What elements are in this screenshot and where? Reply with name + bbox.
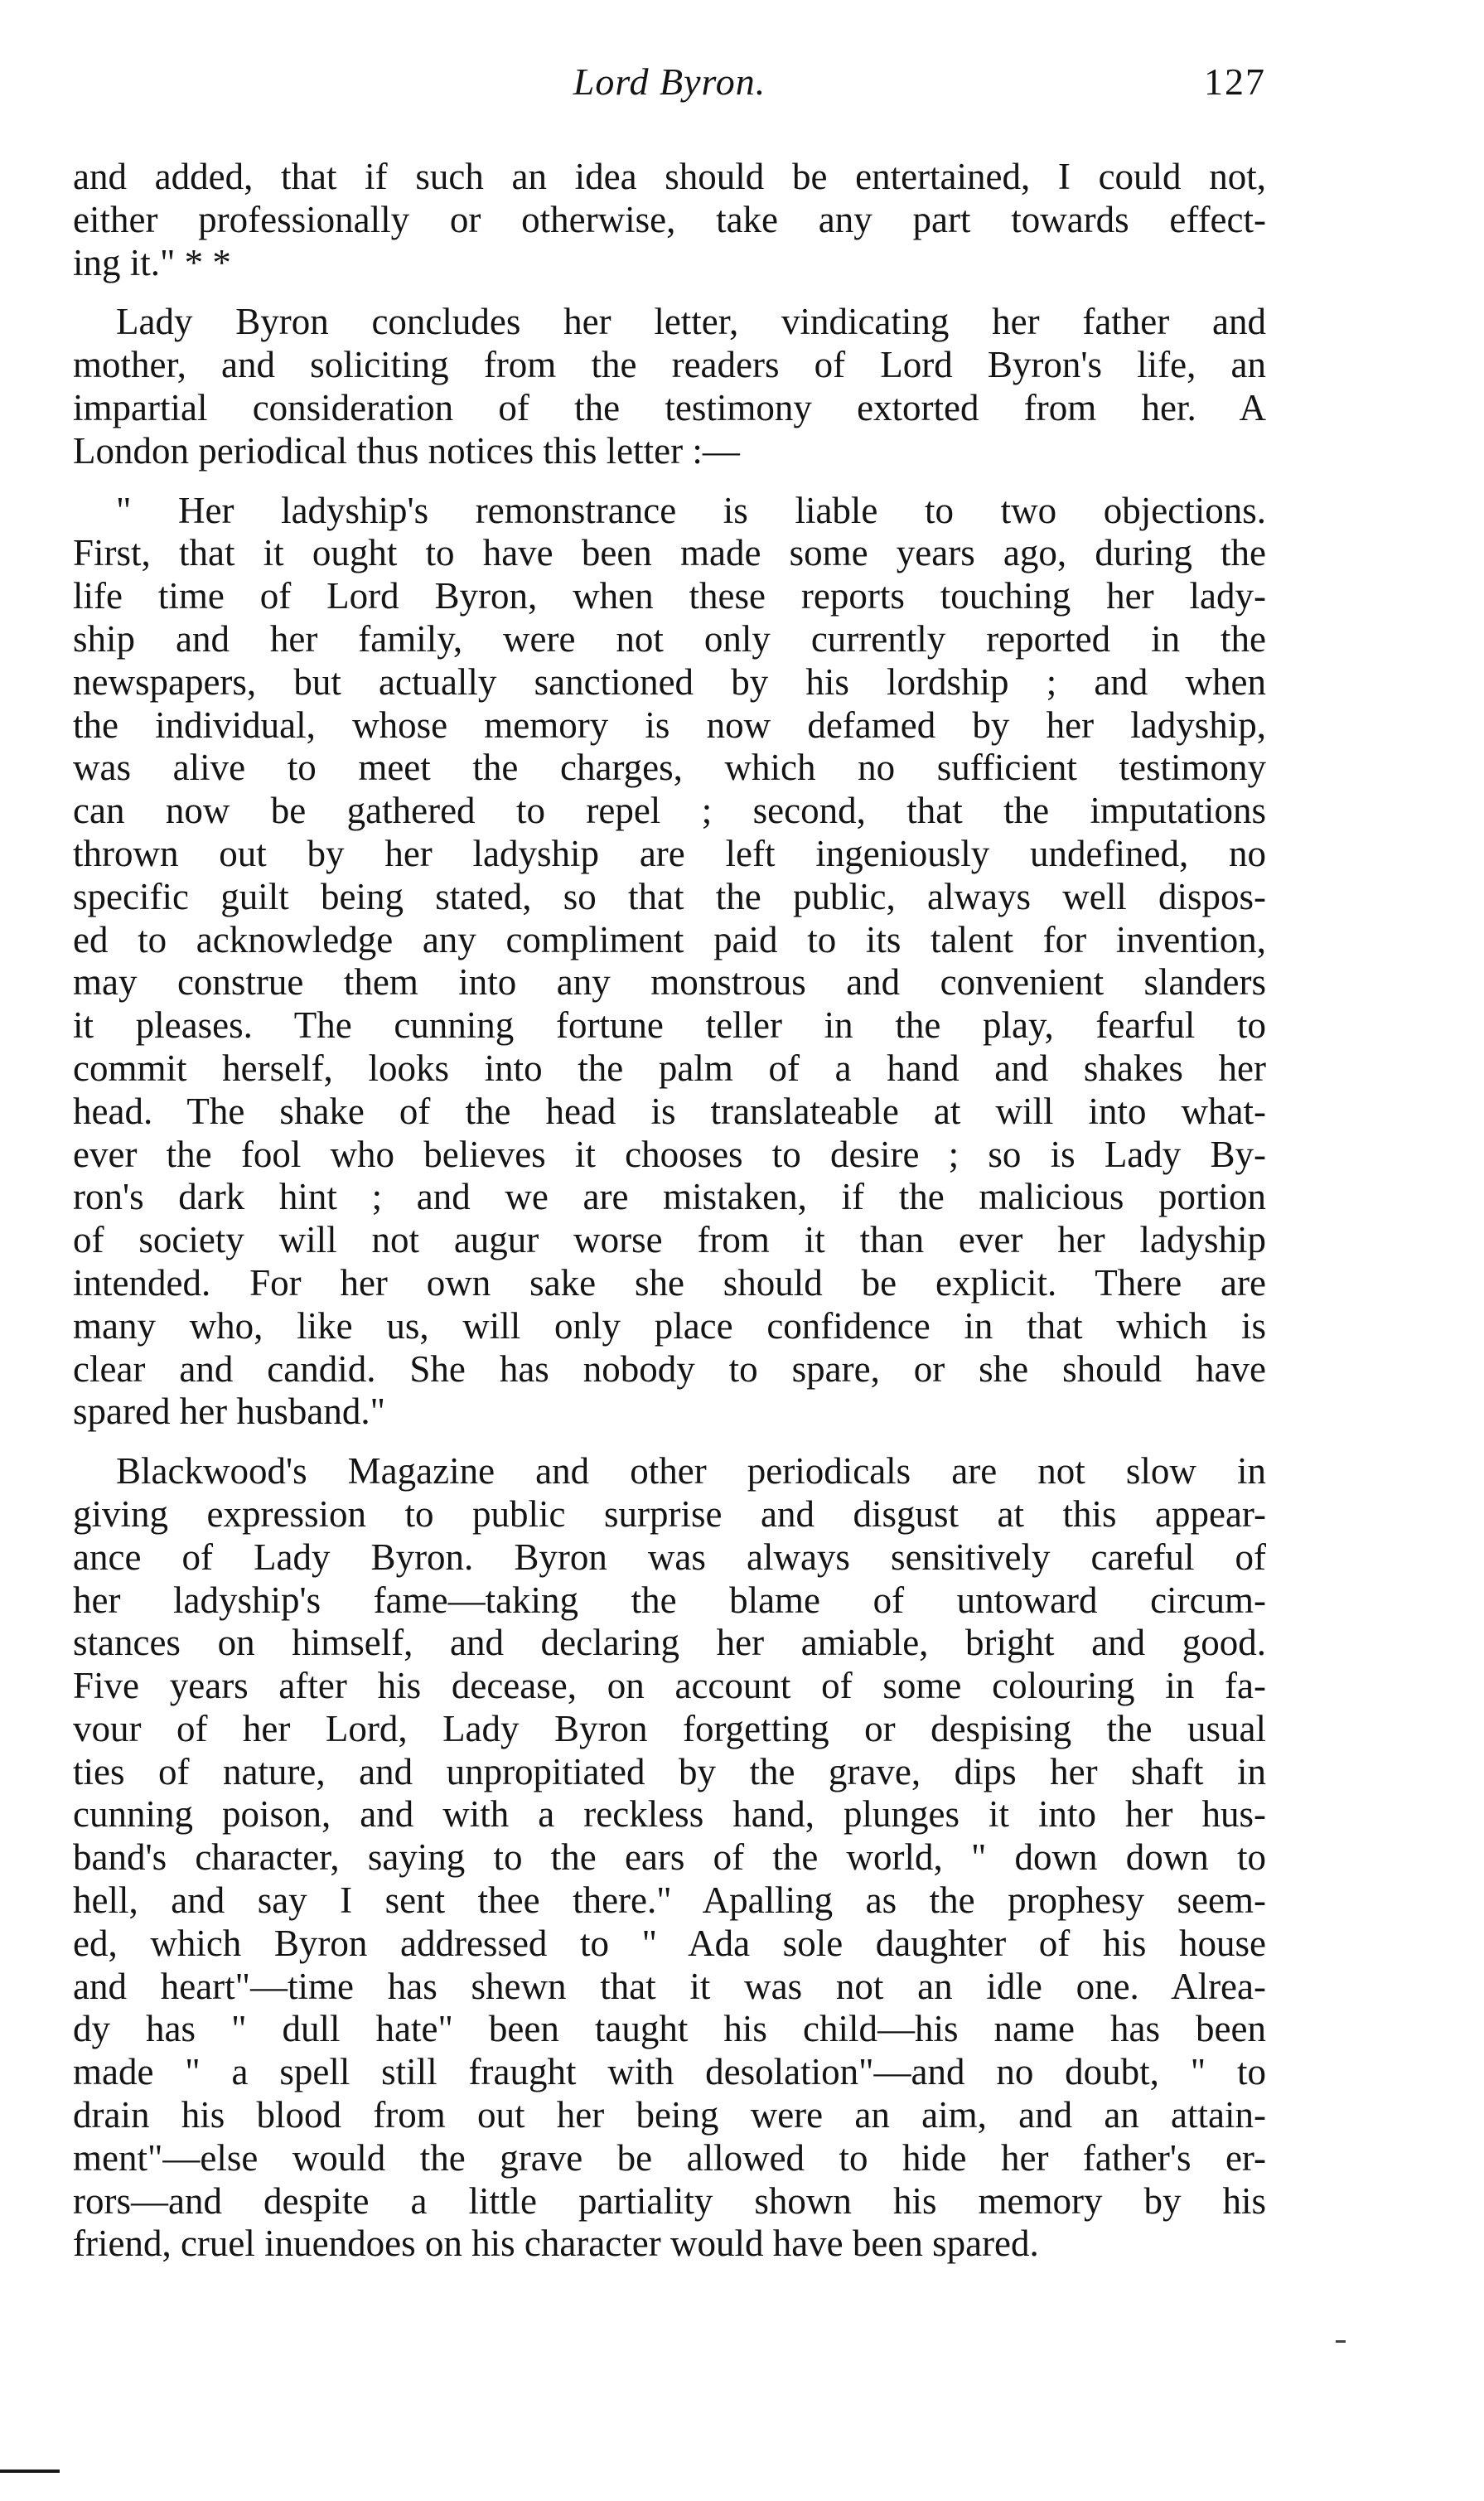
text-line: friend, cruel inuendoes on his character would have been spared. [73, 2223, 1039, 2265]
text-line: drain his blood from out her being were an aim, and an attain- [73, 2094, 1266, 2136]
text-line: First, that it ought to have been made some years ago, during the [73, 532, 1266, 574]
text-line: either professionally or otherwise, take any part towards effect- [73, 198, 1266, 240]
text-line: Five years after his decease, on account of some colouring in fa- [73, 1665, 1266, 1707]
text-line: ever the fool who believes it chooses to desire ; so is Lady By- [73, 1133, 1266, 1175]
text-line: clear and candid. She has nobody to spare, or she should have [73, 1347, 1266, 1390]
paragraph [73, 490, 1266, 1434]
text-line: many who, like us, will only place confidence in that which is [73, 1304, 1266, 1347]
paragraph [73, 1450, 1266, 2266]
paragraph [73, 301, 1266, 472]
text-line: ron's dark hint ; and we are mistaken, if the malicious portion [73, 1176, 1266, 1218]
text-line: may construe them into any monstrous and convenient slanders [73, 961, 1266, 1004]
text-line: can now be gathered to repel ; second, that the imputations [73, 790, 1266, 832]
stray-ink-mark [1336, 2340, 1346, 2343]
text-line: impartial consideration of the testimony extorted from her. A [73, 386, 1266, 428]
text-line: commit herself, looks into the palm of a hand and shakes her [73, 1047, 1266, 1089]
text-line: hell, and say I sent thee there." Apalling as the prophesy seem- [73, 1879, 1266, 1922]
text-line: ties of nature, and unpropitiated by the grave, dips her shaft in [73, 1750, 1266, 1792]
text-line: intended. For her own sake she should be explicit. There are [73, 1261, 1266, 1304]
text-line: ed, which Byron addressed to " Ada sole daughter of his house [73, 1922, 1266, 1964]
text-line: rors—and despite a little partiality shown his memory by his [73, 2179, 1266, 2222]
text-line: and added, that if such an idea should be entertained, I could not, [73, 156, 1266, 197]
page-number: 127 [1204, 60, 1266, 103]
text-line: ing it." * * [73, 241, 231, 283]
text-line: her ladyship's fame—taking the blame of untoward circum- [73, 1579, 1266, 1621]
text-line: Blackwood's Magazine and other periodicals are not slow in [116, 1450, 1266, 1492]
text-line: of society will not augur worse from it than ever her ladyship [73, 1219, 1266, 1261]
paragraph [73, 156, 1266, 284]
text-line: ship and her family, were not only currently reported in the [73, 617, 1266, 660]
text-line: dy has " dull hate" been taught his child—his name has been [73, 2008, 1266, 2050]
bottom-rule [0, 2470, 60, 2473]
text-line: mother, and soliciting from the readers of Lord Byron's life, an [73, 344, 1266, 386]
text-line: ed to acknowledge any compliment paid to its talent for invention, [73, 918, 1266, 960]
text-line: band's character, saying to the ears of the world, " down down to [73, 1836, 1266, 1879]
body-text [73, 156, 1266, 2282]
text-line: giving expression to public surprise and disgust at this appear- [73, 1492, 1266, 1535]
text-line: vour of her Lord, Lady Byron forgetting or despising the usual [73, 1707, 1266, 1749]
running-title: Lord Byron. [573, 60, 766, 103]
text-line: thrown out by her ladyship are left ingeniously undefined, no [73, 832, 1266, 874]
text-line: cunning poison, and with a reckless hand, plunges it into her hus- [73, 1793, 1266, 1836]
text-line: specific guilt being stated, so that the public, always well dispos- [73, 875, 1266, 917]
text-line: the individual, whose memory is now defamed by her ladyship, [73, 704, 1266, 746]
text-line: made " a spell still fraught with desolation"—and no doubt, " to [73, 2051, 1266, 2093]
text-line: Lady Byron concludes her letter, vindicating her father and [116, 301, 1266, 343]
running-head [73, 60, 1266, 118]
text-line: spared her husband." [73, 1391, 386, 1433]
text-line: stances on himself, and declaring her amiable, bright and good. [73, 1622, 1266, 1664]
text-line: head. The shake of the head is translateable at will into what- [73, 1090, 1266, 1132]
text-line: London periodical thus notices this letter :— [73, 429, 740, 472]
text-line: ment"—else would the grave be allowed to hide her father's er- [73, 2136, 1266, 2179]
text-line: was alive to meet the charges, which no sufficient testimony [73, 747, 1266, 789]
text-line: ance of Lady Byron. Byron was always sensitively careful of [73, 1536, 1266, 1578]
text-line: and heart"—time has shewn that it was not an idle one. Alrea- [73, 1965, 1266, 2007]
text-line: life time of Lord Byron, when these reports touching her lady- [73, 575, 1266, 617]
text-line: newspapers, but actually sanctioned by his lordship ; and when [73, 660, 1266, 703]
text-line: " Her ladyship's remonstrance is liable to two objections. [116, 489, 1266, 531]
text-line: it pleases. The cunning fortune teller in the play, fearful to [73, 1004, 1266, 1047]
